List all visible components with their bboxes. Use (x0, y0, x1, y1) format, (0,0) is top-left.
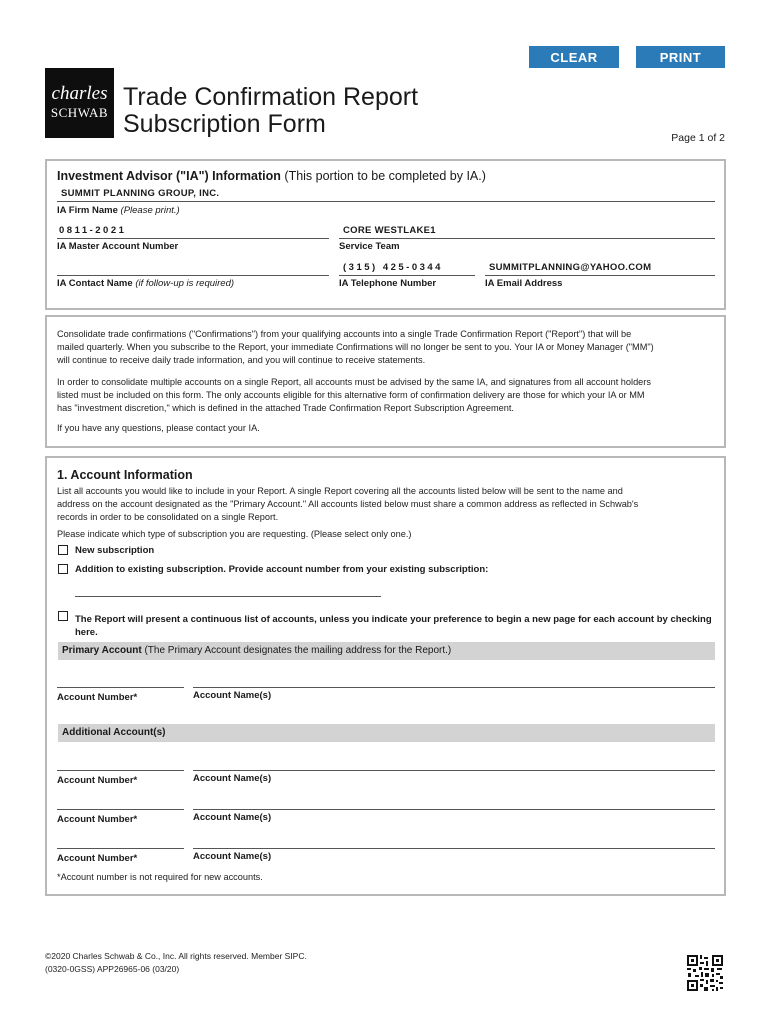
telephone-underline (339, 275, 475, 276)
account-number-footnote: *Account number is not required for new accounts. (57, 872, 263, 882)
print-button[interactable]: PRINT (636, 46, 725, 68)
additional-account-1-names-label: Account Name(s) (193, 773, 272, 784)
intro-p1-line-2: mailed quarterly. When you subscribe to the Report, your immediate Confirmations will no longer be sent to you. Your IA or Money Manager ("MM") (57, 342, 654, 352)
intro-section (45, 315, 726, 448)
account-information-section (45, 456, 726, 896)
additional-account-3-number-field[interactable] (57, 848, 184, 849)
service-team-label: Service Team (339, 241, 400, 252)
intro-paragraph-2 (57, 376, 717, 415)
intro-p2-line-3: has "investment discretion," which is defined in the attached Trade Confirmation Report Subscription Agreement. (57, 403, 514, 413)
primary-account-number-field[interactable] (57, 687, 184, 688)
email-underline (485, 275, 715, 276)
title-line-1: Trade Confirmation Report (123, 83, 419, 111)
account-desc-line-1: List all accounts you would like to include in your Report. A single Report covering all the accounts listed below will be sent to the name and (57, 486, 623, 496)
service-team-field[interactable]: CORE WESTLAKE1 (343, 225, 436, 236)
intro-paragraph-3: If you have any questions, please contact your IA. (57, 423, 260, 433)
ia-firm-name-label (57, 205, 180, 216)
master-account-underline (57, 238, 329, 239)
additional-account-2-names-label: Account Name(s) (193, 812, 272, 823)
ia-telephone-field[interactable]: (315) 425-0344 (343, 262, 443, 273)
ia-heading-note: (This portion to be completed by IA.) (284, 169, 486, 183)
ia-heading-text: Investment Advisor ("IA") Information (57, 169, 281, 183)
subscription-type-prompt: Please indicate which type of subscription you are requesting. (Please select only one.) (57, 529, 412, 539)
ia-email-label: IA Email Address (485, 278, 563, 289)
existing-subscription-label: Addition to existing subscription. Provide account number from your existing subscription: (75, 564, 489, 575)
additional-accounts-band: Additional Account(s) (58, 724, 715, 742)
ia-contact-name-field[interactable] (57, 259, 329, 274)
firm-name-hint: (Please print.) (120, 205, 180, 216)
ia-master-account-field[interactable]: 0811-2021 (59, 225, 127, 236)
ia-email-field[interactable]: SUMMITPLANNING@YAHOO.COM (489, 262, 652, 273)
footer-form-codes: (0320-0GSS) APP26965-06 (03/20) (45, 964, 180, 974)
additional-account-2-names-field[interactable] (193, 809, 715, 810)
additional-account-3-names-label: Account Name(s) (193, 851, 272, 862)
primary-account-note: (The Primary Account designates the mailing address for the Report.) (144, 645, 452, 656)
new-page-option-label (75, 613, 715, 639)
primary-account-names-label: Account Name(s) (193, 690, 272, 701)
intro-p2-line-1: In order to consolidate multiple accounts on a single Report, all accounts must be advised by the same IA, and signatures from all account holders (57, 377, 651, 387)
intro-p1-line-3: will continue to receive daily trade information, and you will continue to receive statements. (57, 355, 426, 365)
existing-subscription-checkbox[interactable] (58, 564, 68, 574)
intro-p2-line-2: listed must be included on this form. The only accounts eligible for this alternative form of confirmation delivery are those for which your IA or MM (57, 390, 645, 400)
ia-telephone-label: IA Telephone Number (339, 278, 437, 289)
qr-code-icon (686, 954, 724, 992)
title-line-2: Subscription Form (123, 110, 326, 138)
schwab-logo (45, 68, 114, 138)
new-page-option-line-2: here. (75, 627, 98, 638)
logo-line-1: charles (51, 83, 108, 104)
page-number: Page 1 of 2 (671, 132, 725, 144)
firm-name-label-text: IA Firm Name (57, 205, 118, 216)
primary-account-band (58, 642, 715, 660)
additional-account-2-number-label: Account Number* (57, 814, 138, 825)
firm-name-underline (57, 201, 715, 202)
logo-line-2: SCHWAB (50, 105, 109, 120)
additional-account-2-number-field[interactable] (57, 809, 184, 810)
additional-account-1-number-label: Account Number* (57, 775, 138, 786)
new-page-option-line-1: The Report will present a continuous list of accounts, unless you indicate your preference to begin a new page for each account by checking (75, 614, 712, 625)
primary-account-names-field[interactable] (193, 687, 715, 688)
existing-subscription-number-field[interactable] (75, 596, 381, 597)
account-desc-line-2: address on the account designated as the "Primary Account." All accounts listed below must share a common address as reflected in Schwab's (57, 499, 639, 509)
page-title (123, 84, 418, 138)
footer-copyright: ©2020 Charles Schwab & Co., Inc. All rights reserved. Member SIPC. (45, 951, 307, 961)
contact-hint: (if follow-up is required) (135, 278, 235, 289)
additional-account-3-number-label: Account Number* (57, 853, 138, 864)
clear-button[interactable]: CLEAR (529, 46, 619, 68)
intro-p1-line-1: Consolidate trade confirmations ("Confirmations") from your qualifying accounts into a single Trade Confirmation Report ("Report") that will be (57, 329, 632, 339)
ia-firm-name-field[interactable]: SUMMIT PLANNING GROUP, INC. (61, 188, 220, 199)
service-team-underline (339, 238, 715, 239)
additional-account-1-number-field[interactable] (57, 770, 184, 771)
contact-label-text: IA Contact Name (57, 278, 133, 289)
ia-information-section (45, 159, 726, 310)
ia-heading (57, 169, 486, 183)
primary-account-number-label: Account Number* (57, 692, 138, 703)
ia-master-account-label: IA Master Account Number (57, 241, 179, 252)
intro-paragraph-1 (57, 328, 717, 367)
contact-name-underline (57, 275, 329, 276)
account-desc-line-3: records in order to be consolidated on a single Report. (57, 512, 279, 522)
account-section-description (57, 485, 717, 524)
new-subscription-label: New subscription (75, 545, 155, 556)
ia-contact-name-label (57, 278, 234, 289)
account-section-heading: 1. Account Information (57, 468, 193, 482)
new-subscription-checkbox[interactable] (58, 545, 68, 555)
additional-account-1-names-field[interactable] (193, 770, 715, 771)
new-page-checkbox[interactable] (58, 611, 68, 621)
primary-account-title: Primary Account (62, 645, 142, 656)
additional-account-3-names-field[interactable] (193, 848, 715, 849)
